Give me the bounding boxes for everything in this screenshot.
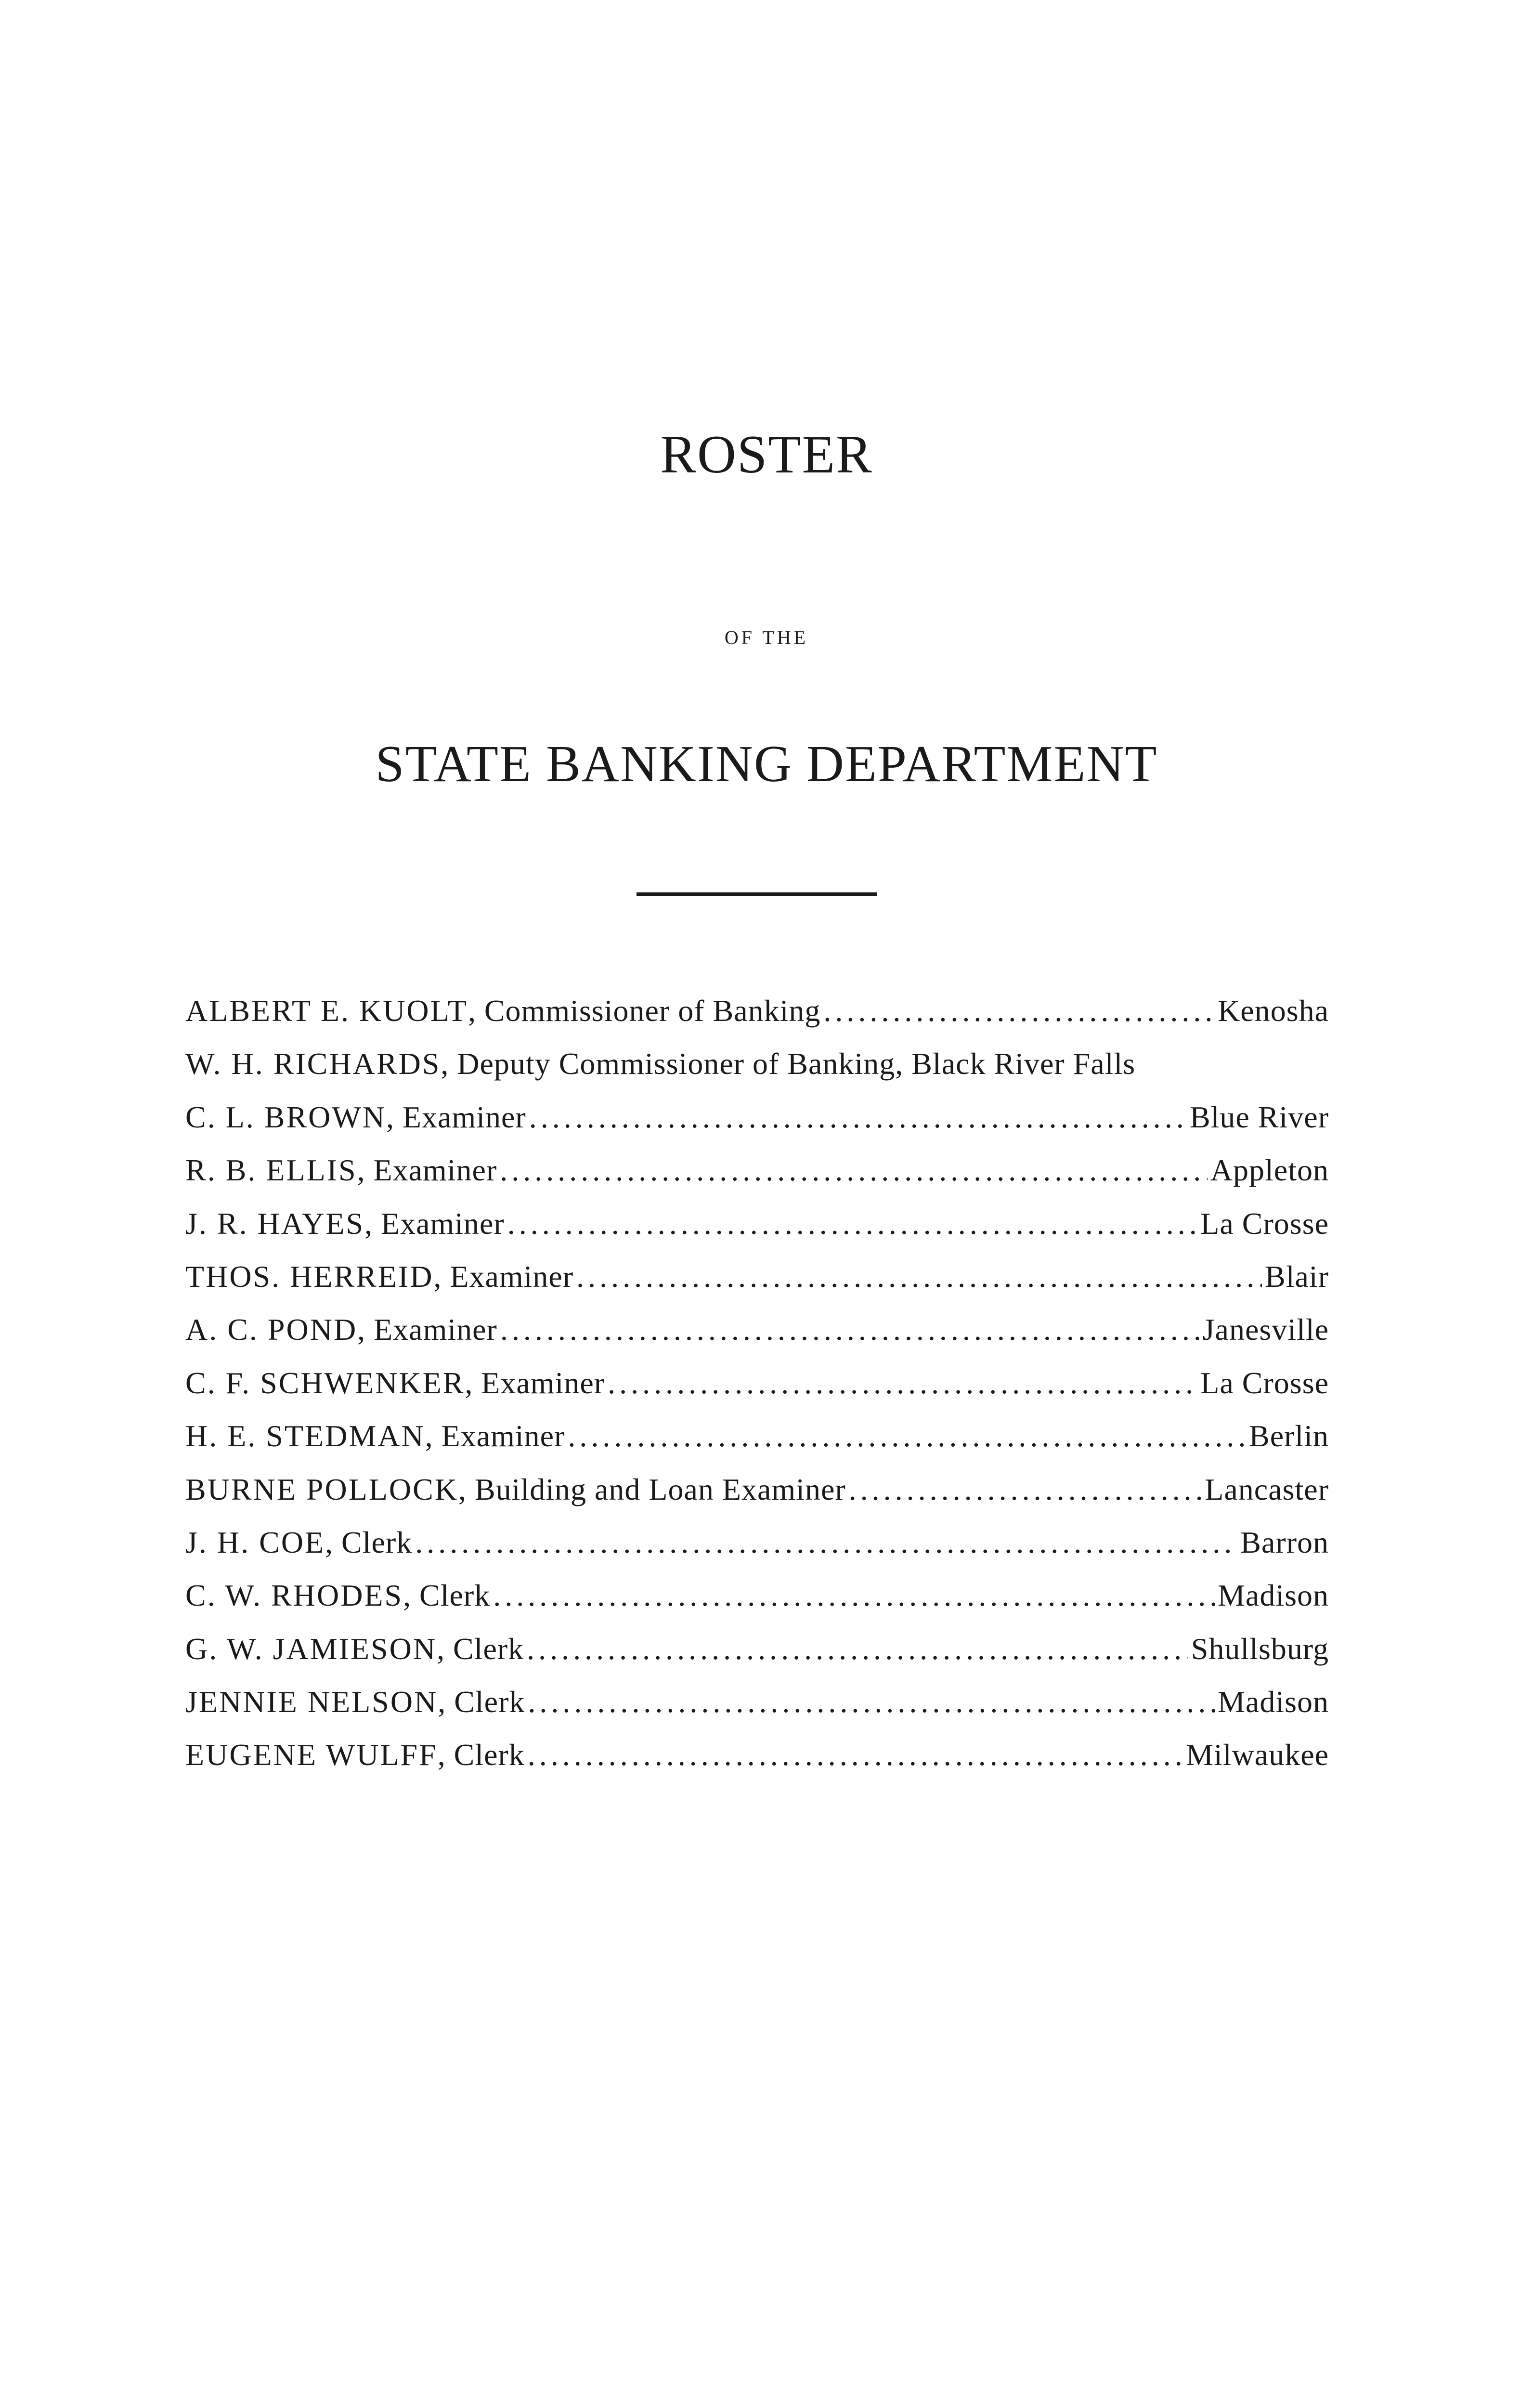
dot-leader xyxy=(527,1631,1188,1667)
roster-entry-name: ALBERT E. KUOLT xyxy=(185,994,468,1028)
dot-leader xyxy=(493,1578,1215,1613)
roster-entry-location: La Crosse xyxy=(1200,1206,1329,1241)
roster-entry-comma: , xyxy=(458,1472,467,1506)
roster-entry-location: Milwaukee xyxy=(1186,1738,1329,1772)
roster-entry xyxy=(185,1631,1329,1684)
roster-entry xyxy=(185,1312,1329,1365)
roster-entry-location: Blair xyxy=(1265,1259,1329,1294)
roster-entry-comma: , xyxy=(325,1525,333,1559)
roster-entry-name: JENNIE NELSON xyxy=(185,1685,438,1719)
roster-entry xyxy=(185,1472,1329,1525)
roster-entry xyxy=(185,1418,1329,1471)
roster-entry-title: Deputy Commissioner of Banking, Black River Falls xyxy=(457,1047,1136,1081)
roster-entry xyxy=(185,1578,1329,1631)
dot-leader xyxy=(608,1365,1197,1401)
roster-entry-comma: , xyxy=(364,1206,373,1241)
roster-entry-location: La Crosse xyxy=(1200,1365,1329,1400)
roster-entry-title: Clerk xyxy=(453,1631,524,1666)
roster-entry-comma: , xyxy=(386,1099,394,1134)
roster-entry xyxy=(185,1737,1329,1790)
roster-entry-title: Clerk xyxy=(419,1578,491,1613)
dot-leader xyxy=(823,993,1215,1029)
roster-entry-title: Examiner xyxy=(373,1153,497,1188)
page-title: ROSTER xyxy=(660,425,873,484)
roster-entry-name: A. C. POND xyxy=(185,1312,358,1347)
roster-entry xyxy=(185,1684,1329,1737)
roster-entry-comma: , xyxy=(425,1419,433,1453)
roster-entry-name: G. W. JAMIESON xyxy=(185,1631,437,1666)
roster-entry-name: C. W. RHODES xyxy=(185,1578,403,1613)
roster-entry-name: BURNE POLLOCK xyxy=(185,1472,459,1506)
roster-entry-comma: , xyxy=(357,1312,365,1347)
dot-leader xyxy=(507,1206,1198,1242)
dot-leader xyxy=(576,1259,1262,1295)
dot-leader xyxy=(568,1418,1246,1454)
roster-entry-title: Examiner xyxy=(441,1419,565,1453)
roster-entry-location: Lancaster xyxy=(1205,1472,1329,1506)
roster-entry-location: Barron xyxy=(1240,1525,1329,1559)
roster-entry xyxy=(185,1206,1329,1259)
roster-entry-comma: , xyxy=(441,1047,449,1081)
roster-entry xyxy=(185,1099,1329,1152)
roster-entry-comma: , xyxy=(433,1259,442,1294)
roster-entry-name: C. L. BROWN xyxy=(185,1099,386,1134)
roster-entry xyxy=(185,1046,1329,1099)
roster-entry-location: Kenosha xyxy=(1218,994,1329,1028)
roster-entry-name: THOS. HERREID xyxy=(185,1259,434,1294)
roster-entry-title: Commissioner of Banking xyxy=(484,994,821,1028)
roster-entry-location: Janesville xyxy=(1202,1312,1329,1347)
roster-entry-location: Madison xyxy=(1218,1685,1329,1719)
roster-entry-name: R. B. ELLIS xyxy=(185,1153,357,1188)
roster-entry-location: Blue River xyxy=(1189,1099,1329,1134)
dot-leader xyxy=(415,1525,1237,1560)
department-title: STATE BANKING DEPARTMENT xyxy=(375,735,1158,793)
roster-entry-title: Building and Loan Examiner xyxy=(474,1472,846,1506)
roster-entry-name: EUGENE WULFF xyxy=(185,1738,438,1772)
roster-entry-location: Appleton xyxy=(1210,1153,1329,1188)
roster-entry-comma: , xyxy=(465,1365,473,1400)
roster-entry xyxy=(185,993,1329,1046)
roster-entry-title: Examiner xyxy=(374,1312,497,1347)
roster-entry-location: Madison xyxy=(1218,1578,1329,1613)
dot-leader xyxy=(528,1684,1215,1720)
dot-leader xyxy=(500,1312,1200,1348)
horizontal-divider xyxy=(637,892,877,896)
roster-entry-comma: , xyxy=(357,1153,365,1188)
roster-entry-location: Berlin xyxy=(1249,1419,1329,1453)
roster-entry-comma: , xyxy=(437,1631,445,1666)
roster-entry-location: Shullsburg xyxy=(1191,1631,1329,1666)
roster-entry xyxy=(185,1259,1329,1312)
roster-entry-name: J. H. COE xyxy=(185,1525,325,1559)
roster-entry-title: Examiner xyxy=(481,1365,605,1400)
roster-entry-title: Examiner xyxy=(380,1206,505,1241)
roster-entry-comma: , xyxy=(438,1685,446,1719)
roster-entry-title: Clerk xyxy=(454,1738,525,1772)
roster-entry-name: W. H. RICHARDS xyxy=(185,1047,441,1081)
roster-list xyxy=(185,993,1329,1791)
roster-entry xyxy=(185,1152,1329,1205)
roster-entry-comma: , xyxy=(468,994,476,1028)
roster-entry-name: H. E. STEDMAN xyxy=(185,1419,425,1453)
roster-entry-title: Examiner xyxy=(402,1099,526,1134)
roster-entry xyxy=(185,1525,1329,1578)
roster-entry-title: Clerk xyxy=(454,1685,525,1719)
roster-entry-comma: , xyxy=(403,1578,411,1613)
roster-entry-name: C. F. SCHWENKER xyxy=(185,1365,465,1400)
dot-leader xyxy=(500,1152,1208,1188)
dot-leader xyxy=(849,1472,1202,1507)
roster-entry-title: Clerk xyxy=(341,1525,413,1559)
roster-entry-title: Examiner xyxy=(450,1259,574,1294)
roster-entry-name: J. R. HAYES xyxy=(185,1206,365,1241)
subtitle-connector: OF THE xyxy=(724,627,809,648)
dot-leader xyxy=(528,1737,1183,1773)
roster-entry xyxy=(185,1365,1329,1418)
roster-entry-comma: , xyxy=(437,1738,445,1772)
dot-leader xyxy=(529,1099,1187,1135)
